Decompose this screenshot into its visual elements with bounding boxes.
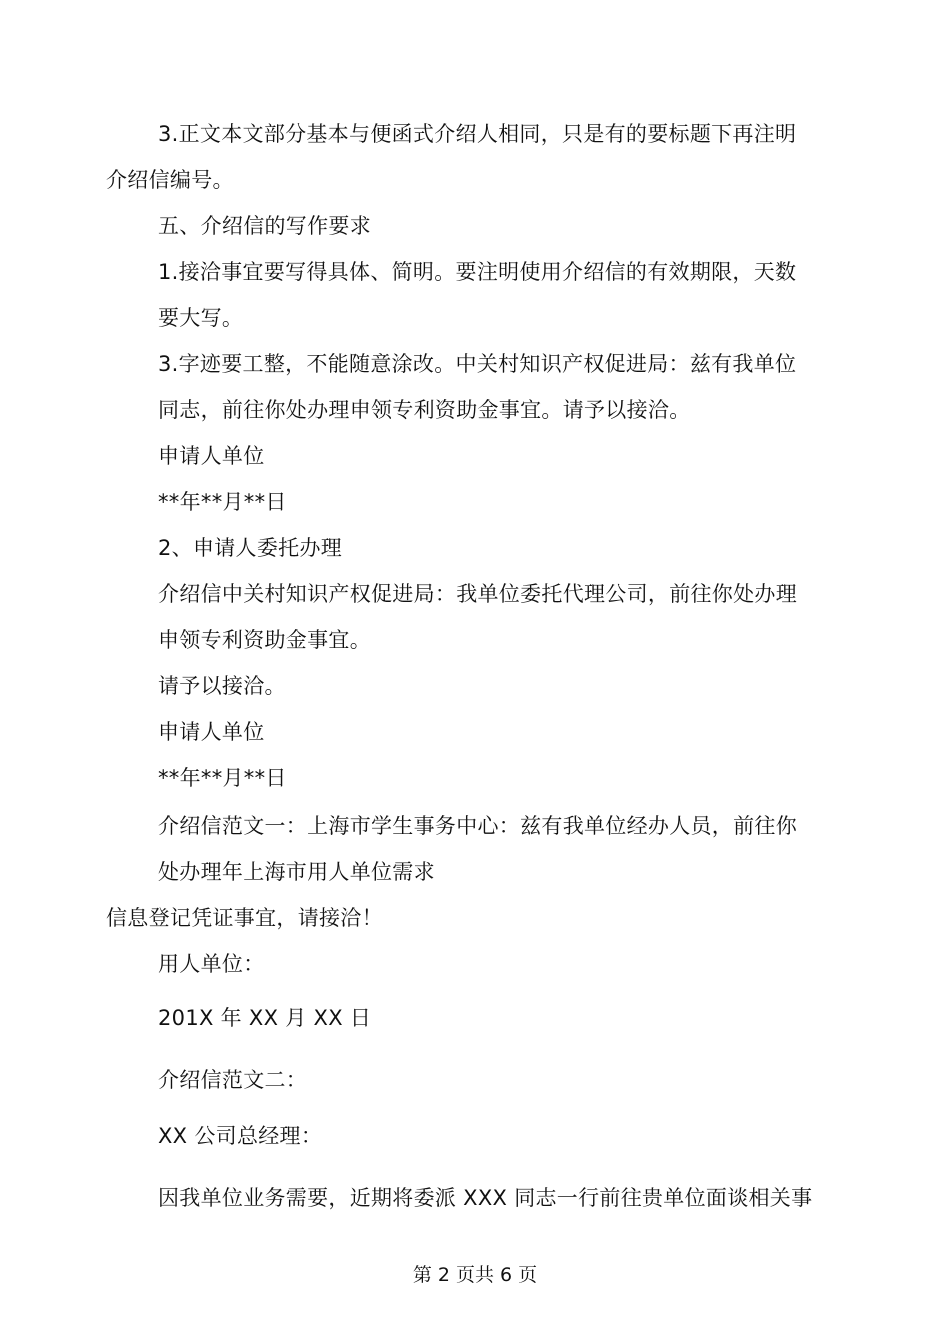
paragraph-line: **年**月**日 xyxy=(158,490,287,514)
paragraph-line: 介绍信中关村知识产权促进局：我单位委托代理公司，前往你处办理 xyxy=(158,582,797,606)
paragraph-line: 同志，前往你处办理申领专利资助金事宜。请予以接洽。 xyxy=(158,398,691,422)
paragraph-line: 1.接洽事宜要写得具体、简明。要注明使用介绍信的有效期限，天数 xyxy=(158,260,797,284)
paragraph-line: XX 公司总经理： xyxy=(158,1124,323,1148)
paragraph-line: 申领专利资助金事宜。 xyxy=(158,628,371,652)
paragraph-line: 3.字迹要工整，不能随意涂改。中关村知识产权促进局：兹有我单位 xyxy=(158,352,797,376)
paragraph-line: 信息登记凭证事宜，请接洽！ xyxy=(106,906,383,930)
paragraph-line: 介绍信范文二： xyxy=(158,1068,308,1092)
paragraph-line: 因我单位业务需要，近期将委派 XXX 同志一行前往贵单位面谈相关事 xyxy=(158,1186,813,1210)
section-heading: 五、介绍信的写作要求 xyxy=(158,214,371,238)
page-number-footer: 第 2 页共 6 页 xyxy=(412,1264,538,1286)
paragraph-line: 用人单位： xyxy=(158,952,265,976)
paragraph-line: **年**月**日 xyxy=(158,766,287,790)
paragraph-line: 申请人单位 xyxy=(158,720,265,744)
paragraph-line: 申请人单位 xyxy=(158,444,265,468)
paragraph-line: 3.正文本文部分基本与便函式介绍人相同，只是有的要标题下再注明 xyxy=(158,122,797,146)
paragraph-line: 介绍信编号。 xyxy=(106,168,234,192)
paragraph-line: 要大写。 xyxy=(158,306,244,330)
paragraph-line: 处办理年上海市用人单位需求 xyxy=(158,860,435,884)
paragraph-line: 201X 年 XX 月 XX 日 xyxy=(158,1006,372,1030)
paragraph-line: 介绍信范文一：上海市学生事务中心：兹有我单位经办人员，前往你 xyxy=(158,814,797,838)
paragraph-line: 2、申请人委托办理 xyxy=(158,536,343,560)
paragraph-line: 请予以接洽。 xyxy=(158,674,286,698)
